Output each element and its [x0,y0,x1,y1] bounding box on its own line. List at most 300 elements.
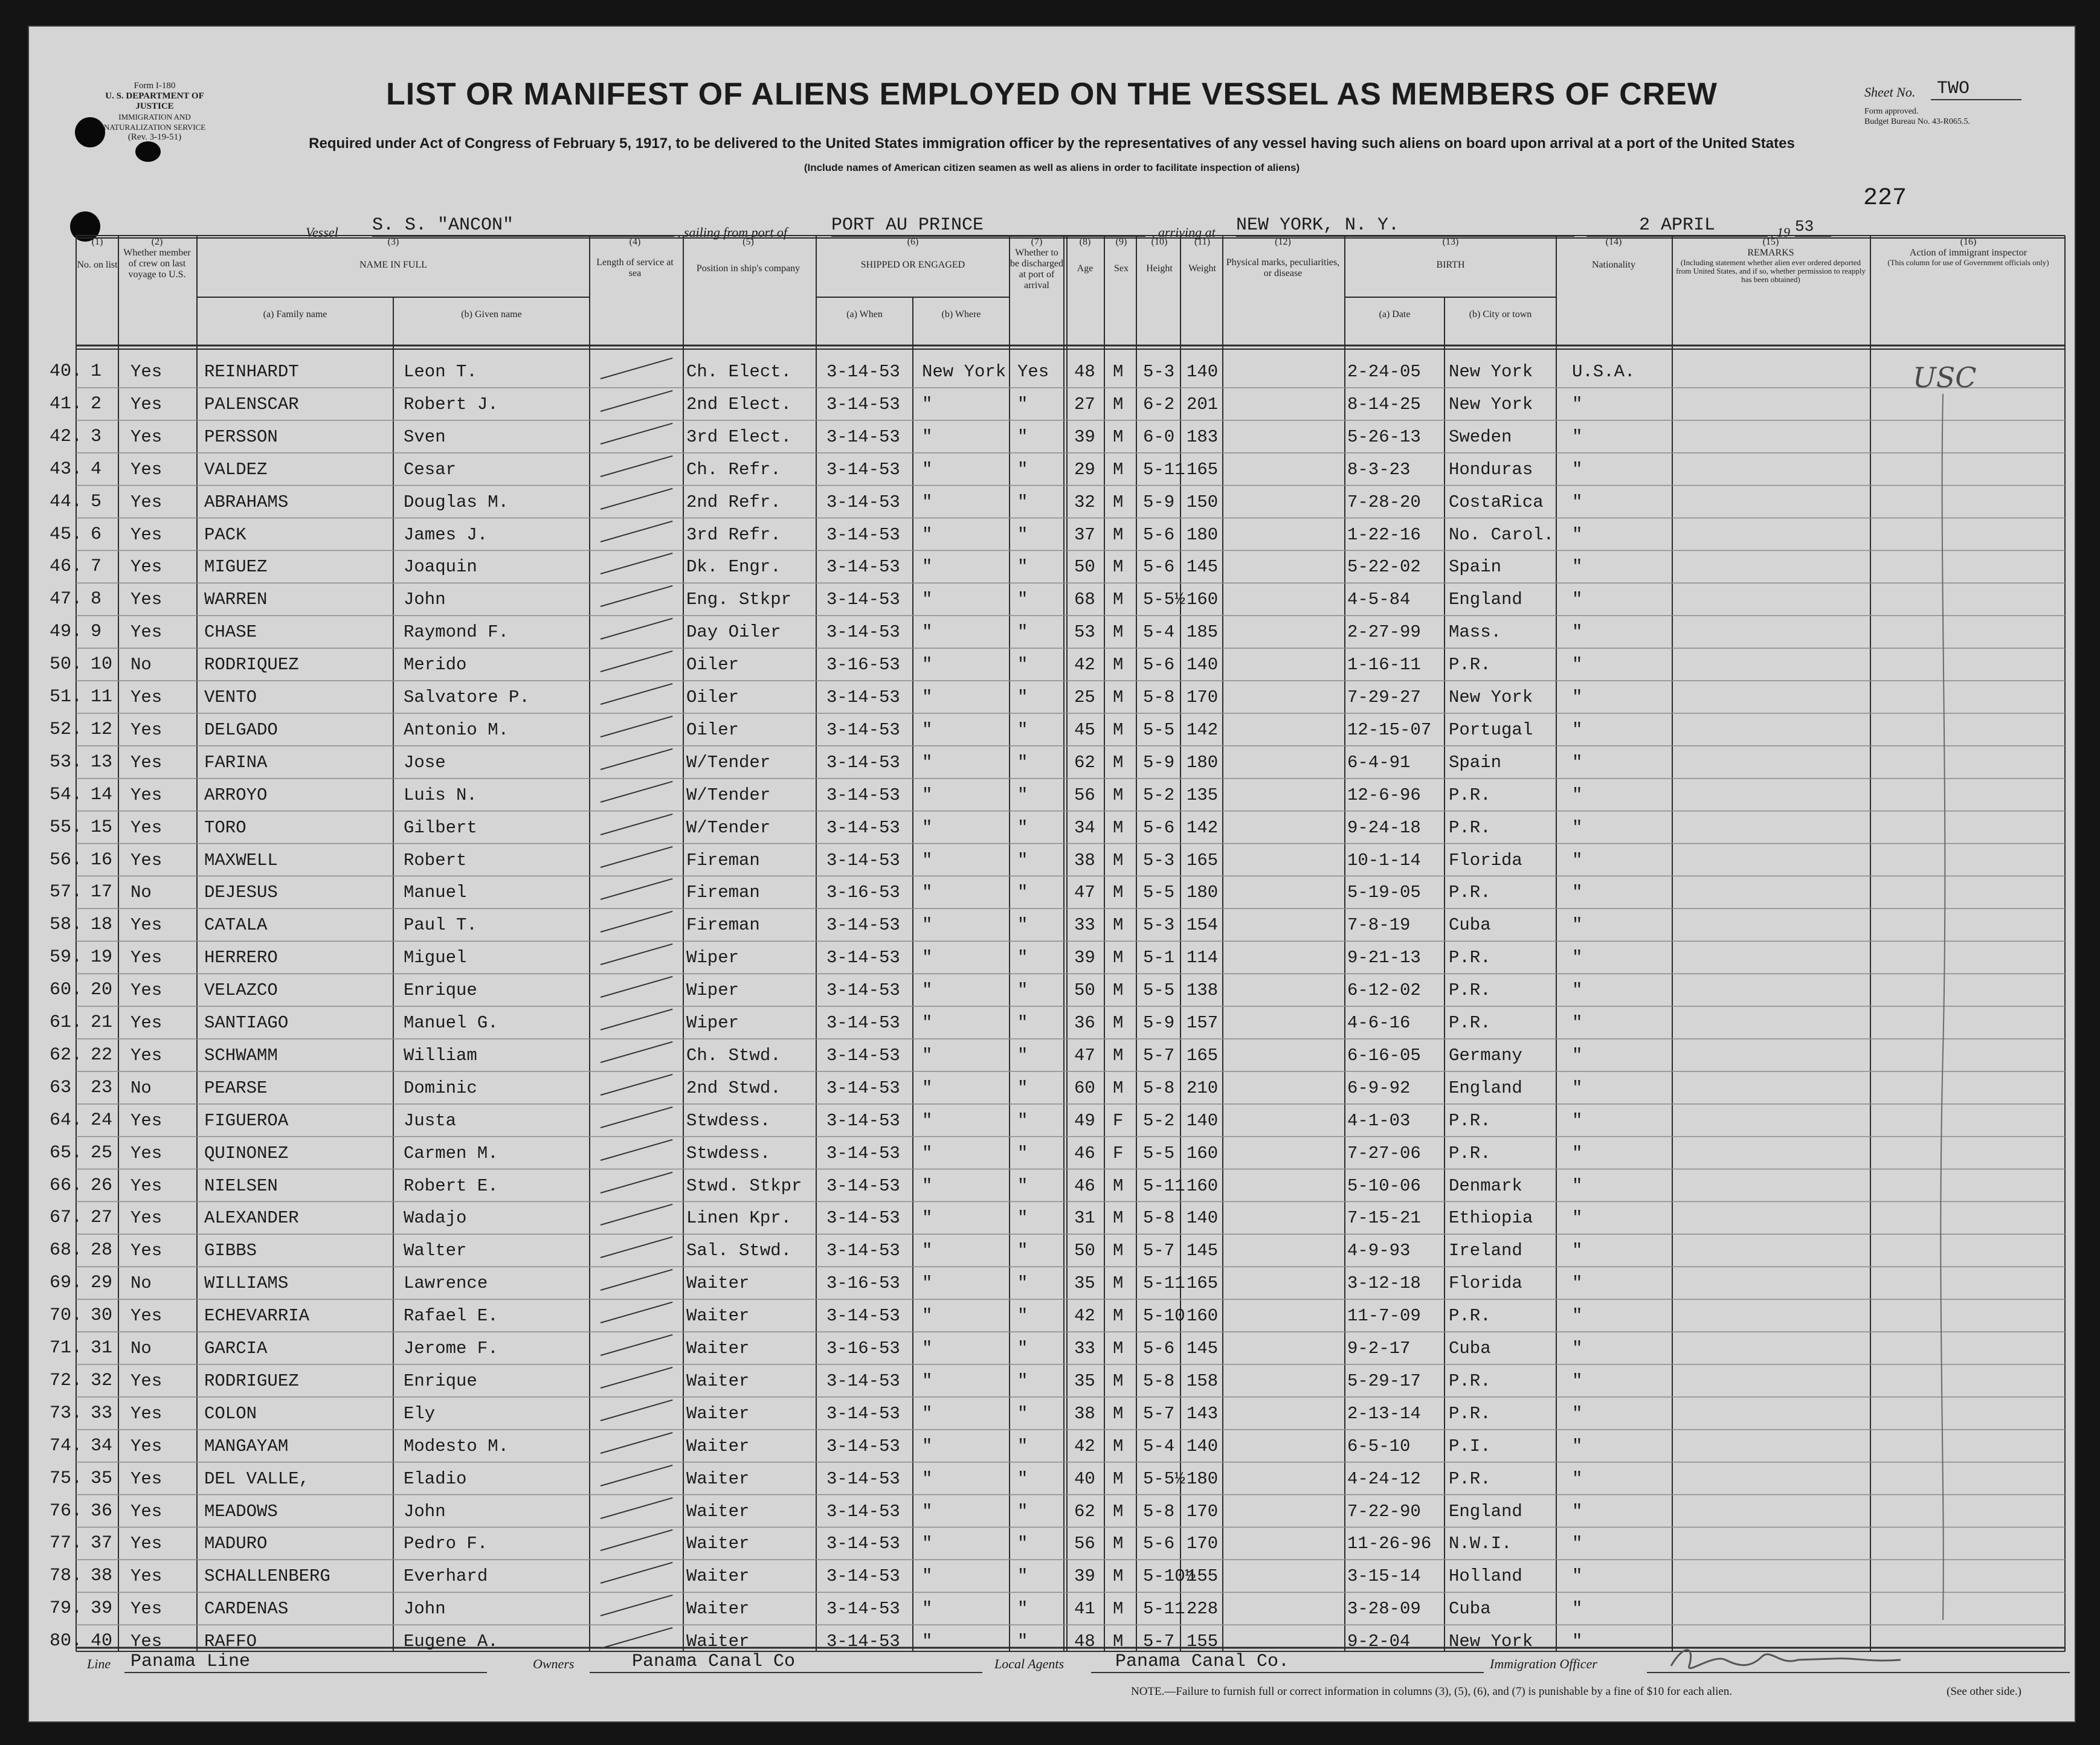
header-birth: (13) BIRTH [1436,237,1465,270]
shipped-when: 3-14-53 [826,1306,900,1326]
weight: 140 [1187,1436,1219,1456]
birth-date: 4-6-16 [1347,1013,1411,1033]
discharged: " [1017,882,1028,903]
birth-date: 3-12-18 [1347,1273,1421,1294]
birth-date: 6-4-91 [1347,752,1411,773]
age: 35 [1074,1273,1095,1294]
shipped-where: " [922,426,933,447]
table-row [28,521,2076,553]
sex: M [1113,362,1124,382]
weight: 142 [1187,719,1219,740]
footer-line-rule [124,1672,487,1673]
family-name: ECHEVARRIA [204,1306,310,1326]
sex: M [1113,1175,1124,1196]
nationality: " [1572,1208,1583,1229]
sex: M [1113,1338,1124,1358]
sailing-port: PORT AU PRINCE [831,215,1145,237]
crew-status: Yes [130,1175,163,1196]
position: Sal. Stwd. [686,1241,792,1261]
arrival-year: 53 [1795,217,1831,237]
birth-date: 11-7-09 [1347,1306,1421,1326]
shipped-when: 3-14-53 [826,1436,900,1456]
table-row [28,455,2076,487]
family-name: CATALA [204,915,268,936]
birth-city: P.R. [1449,1403,1491,1424]
position: Waiter [686,1338,750,1358]
header-where: (b) Where [941,309,981,320]
height: 5-11 [1143,1599,1185,1619]
position: 3rd Refr. [686,524,781,545]
crew-status: Yes [130,1599,163,1619]
sex: M [1113,1631,1124,1652]
table-row [28,618,2076,650]
list-number: 29 [91,1273,113,1294]
age: 39 [1074,426,1095,447]
header-shipped-engaged: (6) SHIPPED OR ENGAGED [860,237,965,270]
birth-date: 11-26-96 [1347,1534,1432,1554]
list-number: 30 [91,1305,113,1326]
given-name: Salvatore P. [404,687,530,707]
birth-city: Holland [1449,1566,1522,1587]
list-number: 9 [91,622,102,643]
birth-date: 1-22-16 [1347,524,1421,545]
position: Fireman [686,882,760,903]
given-name: Manuel G. [404,1013,498,1033]
service-dash [601,1529,673,1551]
footer-owners-value: Panama Canal Co [632,1651,796,1672]
given-name: James J. [404,524,488,545]
given-name: Carmen M. [404,1143,498,1163]
weight: 165 [1187,459,1219,480]
crew-status: No [130,882,152,903]
family-name: PERSSON [204,426,278,447]
given-name: Robert E. [404,1175,498,1196]
list-number: 17 [91,882,113,903]
crew-status: No [130,1273,152,1294]
given-name: Luis N. [404,785,477,805]
height: 5-6 [1143,1338,1175,1358]
shipped-when: 3-14-53 [826,1013,900,1033]
margin-number: 43. [50,458,83,480]
margin-number: 51. [50,687,83,707]
margin-number: 58. [50,914,83,936]
shipped-when: 3-14-53 [826,1534,900,1554]
table-row [28,1107,2076,1139]
given-name: Raymond F. [404,622,509,643]
given-name: John [404,1501,446,1522]
crew-status: No [130,655,152,675]
weight: 210 [1187,1078,1219,1098]
shipped-when: 3-14-53 [826,557,900,577]
discharged: " [1017,1436,1028,1456]
crew-status: Yes [130,1208,163,1229]
family-name: WARREN [204,590,268,610]
position: Fireman [686,850,760,870]
birth-date: 12-15-07 [1347,719,1432,740]
crew-status: Yes [130,1045,163,1065]
margin-number: 57. [50,882,83,903]
age: 35 [1074,1371,1095,1391]
discharged: " [1017,1110,1028,1131]
age: 56 [1074,1534,1095,1554]
header-discharged: (7) Whether to be discharged at port of arrival [1010,237,1064,291]
list-number: 19 [91,947,113,968]
age: 68 [1074,590,1095,610]
shipped-when: 3-14-53 [826,850,900,870]
height: 5-8 [1143,1078,1175,1098]
form-number: Form I-180 [134,81,176,91]
nationality: U.S.A. [1572,362,1635,382]
birth-date: 7-29-27 [1347,687,1421,707]
position: Stwd. Stkpr [686,1175,802,1196]
given-name: John [404,590,446,610]
nationality: " [1572,622,1583,643]
table-row [28,943,2076,975]
age: 50 [1074,1241,1095,1261]
table-row [28,814,2076,846]
weight: 155 [1187,1566,1219,1587]
height: 5-5 [1143,980,1175,1001]
weight: 201 [1187,394,1219,414]
position: Day Oiler [686,622,781,643]
birth-city: Cuba [1449,915,1491,936]
list-number: 31 [91,1338,113,1358]
family-name: QUINONEZ [204,1143,289,1163]
birth-city: Mass. [1449,622,1502,643]
weight: 170 [1187,1501,1219,1522]
service-dash [601,813,673,835]
given-name: Joaquin [404,557,477,577]
margin-number: 67. [50,1207,83,1229]
shipped-when: 3-14-53 [826,492,900,512]
service-dash [601,1334,673,1356]
age: 40 [1074,1468,1095,1489]
weight: 150 [1187,492,1219,512]
birth-date: 8-3-23 [1347,459,1411,480]
service-dash [601,976,673,998]
family-name: TORO [204,817,246,838]
margin-number: 54. [50,784,83,805]
shipped-where: " [922,1306,933,1326]
sex: M [1113,948,1124,968]
birth-city: Florida [1449,850,1522,870]
birth-date: 7-15-21 [1347,1208,1421,1229]
margin-number: 69. [50,1273,83,1294]
margin-number: 66. [50,1175,83,1196]
crew-status: Yes [130,915,163,936]
weight: 160 [1187,590,1219,610]
margin-number: 53. [50,751,83,773]
height: 6-0 [1143,426,1175,447]
birth-date: 7-22-90 [1347,1501,1421,1522]
birth-city: P.R. [1449,1371,1491,1391]
birth-city: Portugal [1449,719,1533,740]
family-name: HERRERO [204,948,278,968]
family-name: FIGUEROA [204,1110,289,1131]
discharged: " [1017,1306,1028,1326]
weight: 145 [1187,1338,1219,1358]
age: 33 [1074,1338,1095,1358]
crew-status: Yes [130,850,163,870]
shipped-where: " [922,557,933,577]
nationality: " [1572,1468,1583,1489]
list-number: 12 [91,719,113,740]
discharged: " [1017,719,1028,740]
given-name: Gilbert [404,817,477,838]
birth-city: New York [1449,362,1533,382]
list-number: 40 [91,1631,113,1652]
header-height: (10) Height [1146,237,1173,274]
crew-status: No [130,1078,152,1098]
nationality: " [1572,1371,1583,1391]
position: Ch. Refr. [686,459,781,480]
margin-number: 78. [50,1566,83,1587]
nationality: " [1572,655,1583,675]
position: W/Tender [686,752,771,773]
height: 5-7 [1143,1403,1175,1424]
given-name: Modesto M. [404,1436,509,1456]
family-name: GIBBS [204,1241,257,1261]
required-statement: Required under Act of Congress of February 5, 1917, to be delivered to the United States immigration officer by the representatives of any vessel having such aliens on board upon arrival at a port of the United States [309,135,1795,152]
shipped-where: New York [922,362,1007,382]
list-number: 1 [91,361,102,382]
nationality: " [1572,1110,1583,1131]
nationality: " [1572,1306,1583,1326]
position: Waiter [686,1403,750,1424]
shipped-when: 3-14-53 [826,1468,900,1489]
margin-number: 55. [50,817,83,838]
sex: M [1113,655,1124,675]
crew-status: Yes [130,362,163,382]
position: W/Tender [686,817,771,838]
weight: 138 [1187,980,1219,1001]
header-crew-last-voyage: (2) Whether member of crew on last voyage to U.S. [123,237,191,280]
birth-city: Spain [1449,557,1502,577]
birth-date: 6-16-05 [1347,1045,1421,1065]
position: 2nd Refr. [686,492,781,512]
position: Wiper [686,980,739,1001]
list-number: 10 [91,654,113,675]
margin-number: 75. [50,1468,83,1489]
table-row [28,423,2076,455]
discharged: " [1017,1338,1028,1358]
margin-number: 68. [50,1240,83,1261]
position: Dk. Engr. [686,557,781,577]
discharged: " [1017,459,1028,480]
discharged: " [1017,785,1028,805]
age: 50 [1074,980,1095,1001]
margin-number: 59. [50,947,83,968]
margin-number: 64. [50,1110,83,1131]
weight: 165 [1187,1045,1219,1065]
family-name: SANTIAGO [204,1013,289,1033]
shipped-when: 3-14-53 [826,915,900,936]
weight: 155 [1187,1631,1219,1652]
list-number: 34 [91,1435,113,1456]
shipped-when: 3-14-53 [826,1078,900,1098]
age: 32 [1074,492,1095,512]
shipped-when: 3-14-53 [826,1566,900,1587]
age: 25 [1074,687,1095,707]
table-row [28,1497,2076,1529]
sex: M [1113,752,1124,773]
given-name: Walter [404,1241,467,1261]
discharged: " [1017,655,1028,675]
list-number: 14 [91,784,113,805]
given-name: Paul T. [404,915,477,936]
table-row [28,1302,2076,1334]
service-dash [601,1041,673,1063]
shipped-when: 3-14-53 [826,1371,900,1391]
crew-status: Yes [130,1241,163,1261]
list-number: 11 [91,687,113,707]
height: 5-8 [1143,1208,1175,1229]
height: 5-1 [1143,948,1175,968]
position: Oiler [686,655,739,675]
given-name: Wadajo [404,1208,467,1229]
table-row [28,1465,2076,1497]
sheet-label: Sheet No. [1864,85,1916,100]
footer-agents-rule [1091,1672,1484,1673]
shipped-when: 3-14-53 [826,1143,900,1163]
margin-number: 70. [50,1305,83,1326]
crew-status: Yes [130,426,163,447]
given-name: Robert [404,850,467,870]
shipped-when: 3-14-53 [826,752,900,773]
list-number: 37 [91,1533,113,1554]
height: 5-3 [1143,915,1175,936]
service-dash [601,781,673,803]
header-weight: (11) Weight [1188,237,1216,274]
discharged: " [1017,1045,1028,1065]
table-row [28,1139,2076,1171]
crew-status: Yes [130,1403,163,1424]
sex: M [1113,426,1124,447]
margin-number: 79. [50,1598,83,1619]
sex: M [1113,1566,1124,1587]
margin-number: 40. [50,361,83,382]
given-name: Sven [404,426,446,447]
birth-date: 4-5-84 [1347,590,1411,610]
nationality: " [1572,492,1583,512]
header-physical-marks: (12) Physical marks, peculiarities, or disease [1226,237,1340,278]
family-name: VENTO [204,687,257,707]
list-number: 3 [91,426,102,447]
crew-status: Yes [130,1534,163,1554]
age: 47 [1074,882,1095,903]
family-name: ALEXANDER [204,1208,299,1229]
nationality: " [1572,557,1583,577]
discharged: " [1017,1208,1028,1229]
service-dash [601,1400,673,1421]
margin-number: 52. [50,719,83,740]
height: 5-11 [1143,1273,1185,1294]
birth-city: No. Carol. [1449,524,1554,545]
table-row [28,846,2076,878]
service-dash [601,911,673,933]
position: Waiter [686,1534,750,1554]
shipped-where: " [922,1013,933,1033]
service-dash [601,943,673,965]
age: 46 [1074,1175,1095,1196]
shipped-when: 3-14-53 [826,394,900,414]
age: 39 [1074,948,1095,968]
sex: M [1113,850,1124,870]
position: Oiler [686,687,739,707]
birth-date: 5-19-05 [1347,882,1421,903]
height: 5-6 [1143,557,1175,577]
shipped-where: " [922,1371,933,1391]
weight: 170 [1187,687,1219,707]
margin-number: 44. [50,491,83,512]
birth-city: Honduras [1449,459,1533,480]
list-number: 35 [91,1468,113,1489]
shipped-where: " [922,492,933,512]
table-row [28,683,2076,715]
crew-status: Yes [130,1436,163,1456]
height: 5-5½ [1143,590,1185,610]
shipped-when: 3-14-53 [826,590,900,610]
height: 5-11 [1143,459,1185,480]
list-number: 18 [91,914,113,936]
sex: M [1113,1045,1124,1065]
service-dash [601,487,673,509]
discharged: " [1017,590,1028,610]
shipped-when: 3-14-53 [826,426,900,447]
position: 2nd Stwd. [686,1078,781,1098]
service-dash [601,1269,673,1291]
margin-number: 47. [50,589,83,610]
birth-city: Ethiopia [1449,1208,1533,1229]
discharged: " [1017,1175,1028,1196]
birth-date: 9-24-18 [1347,817,1421,838]
birth-city: P.R. [1449,817,1491,838]
family-name: MIGUEZ [204,557,268,577]
discharged: " [1017,1371,1028,1391]
shipped-when: 3-16-53 [826,1273,900,1294]
height: 5-7 [1143,1631,1175,1652]
discharged: " [1017,622,1028,643]
nationality: " [1572,1241,1583,1261]
crew-status: Yes [130,1631,163,1652]
sailing-label: , sailing from port of [677,225,787,240]
crew-status: Yes [130,1143,163,1163]
shipped-where: " [922,1436,933,1456]
shipped-where: " [922,1045,933,1065]
service-dash [601,1367,673,1389]
sheet-number: TWO [1937,79,1970,99]
margin-number: 61. [50,1012,83,1033]
nationality: " [1572,524,1583,545]
sex: M [1113,459,1124,480]
header-inspector-action: (16) Action of immigrant inspector (This column for use of Government officials only) [1887,237,2049,267]
height: 5-7 [1143,1045,1175,1065]
weight: 140 [1187,1208,1219,1229]
margin-number: 62. [50,1044,83,1065]
shipped-when: 3-16-53 [826,1338,900,1358]
margin-number: 50. [50,654,83,675]
birth-city: Denmark [1449,1175,1522,1196]
inspector-mark: USC [1913,361,1977,394]
weight: 160 [1187,1143,1219,1163]
table-row [28,911,2076,943]
age: 33 [1074,915,1095,936]
list-number: 33 [91,1403,113,1424]
given-name: Lawrence [404,1273,488,1294]
birth-date: 6-12-02 [1347,980,1421,1001]
birth-date: 4-9-93 [1347,1241,1411,1261]
table-row [28,1269,2076,1301]
